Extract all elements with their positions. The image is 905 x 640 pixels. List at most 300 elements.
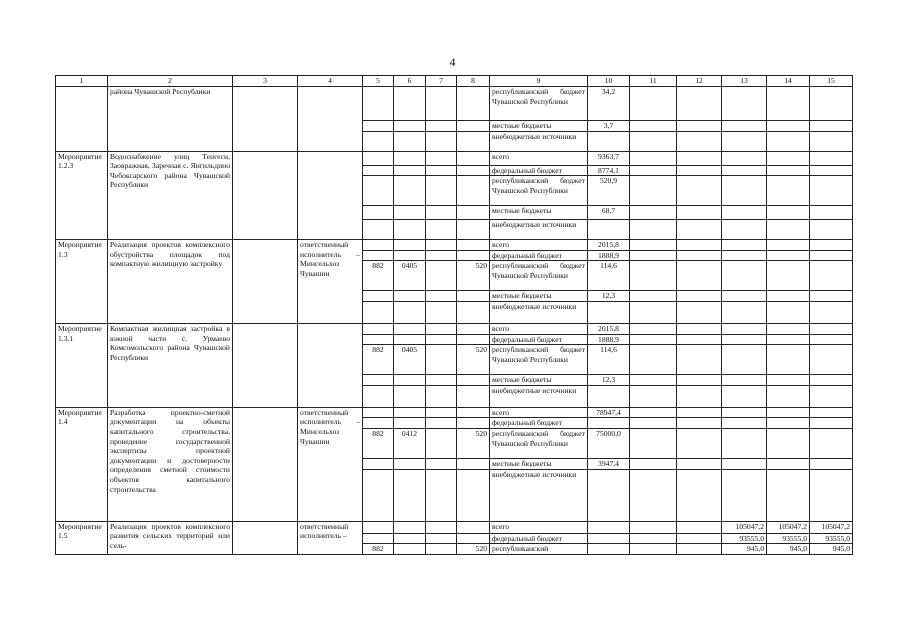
csr-code — [426, 418, 457, 429]
amount-col15 — [810, 418, 853, 429]
amount-col12 — [677, 458, 722, 469]
column-number: 7 — [426, 76, 457, 87]
amount-col13 — [722, 418, 767, 429]
amount-col11 — [630, 176, 677, 206]
amount-col15 — [810, 385, 853, 407]
amount-col11 — [630, 458, 677, 469]
rzpr-code — [394, 469, 426, 521]
amount-col11 — [630, 428, 677, 458]
amount-col11 — [630, 250, 677, 261]
amount-col10: 78947,4 — [588, 407, 630, 418]
amount-col12 — [677, 334, 722, 345]
amount-col10: 68,7 — [588, 206, 630, 220]
source-row — [56, 323, 853, 334]
vr-code — [457, 240, 490, 251]
funding-source: местные бюджеты — [490, 458, 588, 469]
csr-code — [426, 121, 457, 132]
responsible-executor: ответственный исполнитель – Минсельхоз Чувашии — [298, 407, 363, 521]
csr-code — [426, 301, 457, 323]
rzpr-code — [394, 375, 426, 386]
amount-col15 — [810, 458, 853, 469]
amount-col13 — [722, 428, 767, 458]
funding-source: федеральный бюджет — [490, 165, 588, 176]
csr-code — [426, 261, 457, 291]
event-code — [56, 87, 108, 152]
amount-col11 — [630, 240, 677, 251]
empty-cell — [233, 151, 298, 240]
csr-code — [426, 385, 457, 407]
empty-cell — [233, 240, 298, 324]
amount-col10 — [588, 385, 630, 407]
amount-col15 — [810, 345, 853, 375]
empty-cell — [233, 87, 298, 152]
funding-source: республиканский бюджет Чувашской Республики — [490, 428, 588, 458]
amount-col10: 12,3 — [588, 375, 630, 386]
csr-code — [426, 345, 457, 375]
csr-code — [426, 87, 457, 121]
amount-col11 — [630, 521, 677, 533]
grbs-code: 882 — [363, 544, 394, 555]
rzpr-code — [394, 87, 426, 121]
amount-col14 — [767, 407, 810, 418]
amount-col15 — [810, 240, 853, 251]
amount-col10 — [588, 220, 630, 240]
amount-col12 — [677, 291, 722, 302]
responsible-executor — [298, 87, 363, 152]
amount-col13: 93555,0 — [722, 533, 767, 544]
amount-col13 — [722, 407, 767, 418]
csr-code — [426, 240, 457, 251]
grbs-code — [363, 301, 394, 323]
funding-source: местные бюджеты — [490, 206, 588, 220]
vr-code — [457, 385, 490, 407]
rzpr-code — [394, 301, 426, 323]
grbs-code — [363, 458, 394, 469]
vr-code — [457, 151, 490, 165]
csr-code — [426, 323, 457, 334]
column-number: 10 — [588, 76, 630, 87]
amount-col15 — [810, 291, 853, 302]
event-name: Водоснабжение улиц Тенгеси, Заовражная, Заречная с. Янгильдино Чебоксарского района Чувашской Республики — [108, 151, 233, 240]
amount-col13 — [722, 323, 767, 334]
amount-col13 — [722, 165, 767, 176]
amount-col12 — [677, 220, 722, 240]
amount-col11 — [630, 323, 677, 334]
rzpr-code — [394, 176, 426, 206]
responsible-executor: ответственный исполнитель – — [298, 521, 363, 554]
amount-col10: 9363,7 — [588, 151, 630, 165]
grbs-code: 882 — [363, 345, 394, 375]
amount-col10: 1888,9 — [588, 250, 630, 261]
funding-source: внебюджетные источники — [490, 385, 588, 407]
amount-col13: 945,0 — [722, 544, 767, 555]
rzpr-code: 0405 — [394, 345, 426, 375]
column-number: 2 — [108, 76, 233, 87]
vr-code — [457, 176, 490, 206]
funding-source: внебюджетные источники — [490, 131, 588, 151]
rzpr-code — [394, 121, 426, 132]
amount-col10: 2015,8 — [588, 323, 630, 334]
amount-col10 — [588, 521, 630, 533]
amount-col13 — [722, 250, 767, 261]
column-number: 8 — [457, 76, 490, 87]
amount-col13 — [722, 176, 767, 206]
amount-col13 — [722, 301, 767, 323]
amount-col10 — [588, 418, 630, 429]
funding-source: федеральный бюджет — [490, 334, 588, 345]
amount-col14 — [767, 250, 810, 261]
rzpr-code: 0405 — [394, 261, 426, 291]
grbs-code — [363, 151, 394, 165]
grbs-code: 882 — [363, 428, 394, 458]
grbs-code — [363, 323, 394, 334]
amount-col14 — [767, 458, 810, 469]
grbs-code — [363, 250, 394, 261]
amount-col14 — [767, 220, 810, 240]
source-row — [56, 521, 853, 533]
grbs-code — [363, 176, 394, 206]
source-row — [56, 407, 853, 418]
vr-code — [457, 301, 490, 323]
vr-code — [457, 533, 490, 544]
responsible-executor: ответственный исполнитель – Минсельхоз Чувашии — [298, 240, 363, 324]
column-number: 4 — [298, 76, 363, 87]
column-number: 13 — [722, 76, 767, 87]
page-number: 4 — [449, 55, 456, 69]
amount-col15 — [810, 428, 853, 458]
funding-source: республиканский бюджет Чувашской Республики — [490, 261, 588, 291]
amount-col14: 105047,2 — [767, 521, 810, 533]
amount-col15: 105047,2 — [810, 521, 853, 533]
amount-col10: 114,6 — [588, 345, 630, 375]
amount-col15 — [810, 87, 853, 121]
grbs-code — [363, 206, 394, 220]
amount-col13 — [722, 131, 767, 151]
amount-col12 — [677, 521, 722, 533]
vr-code — [457, 407, 490, 418]
amount-col11 — [630, 206, 677, 220]
amount-col15 — [810, 121, 853, 132]
amount-col14 — [767, 206, 810, 220]
csr-code — [426, 533, 457, 544]
csr-code — [426, 469, 457, 521]
event-code: Мероприятие 1.3.1 — [56, 323, 108, 407]
amount-col13 — [722, 261, 767, 291]
amount-col10: 34,2 — [588, 87, 630, 121]
vr-code — [457, 469, 490, 521]
csr-code — [426, 521, 457, 533]
amount-col11 — [630, 220, 677, 240]
amount-col14 — [767, 334, 810, 345]
event-code: Мероприятие 1.2.3 — [56, 151, 108, 240]
amount-col14 — [767, 261, 810, 291]
amount-col15 — [810, 151, 853, 165]
grbs-code — [363, 291, 394, 302]
amount-col11 — [630, 334, 677, 345]
rzpr-code — [394, 458, 426, 469]
amount-col10 — [588, 131, 630, 151]
funding-source: федеральный бюджет — [490, 533, 588, 544]
grbs-code — [363, 521, 394, 533]
csr-code — [426, 176, 457, 206]
amount-col14: 93555,0 — [767, 533, 810, 544]
funding-source: внебюджетные источники — [490, 301, 588, 323]
amount-col14 — [767, 151, 810, 165]
csr-code — [426, 220, 457, 240]
amount-col14 — [767, 469, 810, 521]
rzpr-code — [394, 323, 426, 334]
amount-col14 — [767, 121, 810, 132]
column-number: 9 — [490, 76, 588, 87]
amount-col11 — [630, 407, 677, 418]
amount-col12 — [677, 345, 722, 375]
vr-code — [457, 121, 490, 132]
amount-col13: 105047,2 — [722, 521, 767, 533]
amount-col14 — [767, 375, 810, 386]
grbs-code — [363, 131, 394, 151]
funding-source: местные бюджеты — [490, 375, 588, 386]
column-number: 11 — [630, 76, 677, 87]
vr-code — [457, 87, 490, 121]
rzpr-code — [394, 385, 426, 407]
vr-code — [457, 334, 490, 345]
amount-col12 — [677, 418, 722, 429]
amount-col12 — [677, 121, 722, 132]
amount-col13 — [722, 240, 767, 251]
grbs-code: 882 — [363, 261, 394, 291]
column-number: 1 — [56, 76, 108, 87]
rzpr-code — [394, 291, 426, 302]
funding-source: всего — [490, 151, 588, 165]
amount-col15 — [810, 301, 853, 323]
grbs-code — [363, 220, 394, 240]
grbs-code — [363, 375, 394, 386]
amount-col12 — [677, 206, 722, 220]
rzpr-code — [394, 521, 426, 533]
amount-col14: 945,0 — [767, 544, 810, 555]
column-number: 3 — [233, 76, 298, 87]
vr-code: 520 — [457, 345, 490, 375]
amount-col11 — [630, 121, 677, 132]
amount-col11 — [630, 533, 677, 544]
responsible-executor — [298, 323, 363, 407]
amount-col13 — [722, 121, 767, 132]
csr-code — [426, 151, 457, 165]
amount-col14 — [767, 418, 810, 429]
grbs-code — [363, 418, 394, 429]
amount-col13 — [722, 469, 767, 521]
amount-col12 — [677, 131, 722, 151]
funding-source: федеральный бюджет — [490, 250, 588, 261]
amount-col11 — [630, 375, 677, 386]
amount-col10 — [588, 544, 630, 555]
amount-col14 — [767, 87, 810, 121]
amount-col12 — [677, 87, 722, 121]
vr-code: 520 — [457, 261, 490, 291]
csr-code — [426, 458, 457, 469]
amount-col15 — [810, 323, 853, 334]
csr-code — [426, 407, 457, 418]
amount-col12 — [677, 250, 722, 261]
amount-col15 — [810, 220, 853, 240]
amount-col11 — [630, 261, 677, 291]
grbs-code — [363, 87, 394, 121]
amount-col10: 3,7 — [588, 121, 630, 132]
funding-source: внебюджетные источники — [490, 469, 588, 521]
amount-col13 — [722, 458, 767, 469]
funding-source: всего — [490, 323, 588, 334]
grbs-code — [363, 385, 394, 407]
event-name: Реализация проектов комплексного обустройства площадок под компактную жилищную застройку — [108, 240, 233, 324]
csr-code — [426, 206, 457, 220]
amount-col15 — [810, 206, 853, 220]
amount-col12 — [677, 323, 722, 334]
empty-cell — [233, 323, 298, 407]
amount-col14 — [767, 131, 810, 151]
funding-source: местные бюджеты — [490, 121, 588, 132]
grbs-code — [363, 469, 394, 521]
event-code: Мероприятие 1.3 — [56, 240, 108, 324]
rzpr-code — [394, 165, 426, 176]
event-name: Разработка проектно-сметной документации на объекты капитального строительства, проведение государственной экспертизы проектной документации и достоверности определения сметной стоимости объектов капитального строительства — [108, 407, 233, 521]
event-name: Реализация проектов комплексного развития сельских территорий или сель- — [108, 521, 233, 554]
amount-col11 — [630, 345, 677, 375]
vr-code — [457, 165, 490, 176]
amount-col14 — [767, 165, 810, 176]
rzpr-code — [394, 533, 426, 544]
amount-col15 — [810, 261, 853, 291]
amount-col14 — [767, 385, 810, 407]
rzpr-code — [394, 418, 426, 429]
vr-code — [457, 250, 490, 261]
event-code: Мероприятие 1.4 — [56, 407, 108, 521]
funding-source: республиканский бюджет Чувашской Республики — [490, 87, 588, 121]
amount-col11 — [630, 418, 677, 429]
amount-col12 — [677, 407, 722, 418]
amount-col10: 520,9 — [588, 176, 630, 206]
amount-col15 — [810, 176, 853, 206]
amount-col11 — [630, 151, 677, 165]
vr-code — [457, 521, 490, 533]
amount-col12 — [677, 375, 722, 386]
vr-code: 520 — [457, 544, 490, 555]
amount-col12 — [677, 176, 722, 206]
source-row — [56, 87, 853, 121]
vr-code — [457, 206, 490, 220]
amount-col12 — [677, 385, 722, 407]
amount-col15 — [810, 375, 853, 386]
amount-col13 — [722, 291, 767, 302]
funding-source: всего — [490, 240, 588, 251]
grbs-code — [363, 407, 394, 418]
amount-col15 — [810, 131, 853, 151]
grbs-code — [363, 533, 394, 544]
amount-col11 — [630, 87, 677, 121]
amount-col15 — [810, 165, 853, 176]
amount-col14 — [767, 323, 810, 334]
vr-code — [457, 458, 490, 469]
funding-source: республиканский бюджет Чувашской Республики — [490, 345, 588, 375]
rzpr-code: 0412 — [394, 428, 426, 458]
amount-col10: 12,3 — [588, 291, 630, 302]
csr-code — [426, 291, 457, 302]
amount-col12 — [677, 469, 722, 521]
rzpr-code — [394, 206, 426, 220]
amount-col11 — [630, 291, 677, 302]
amount-col13 — [722, 220, 767, 240]
amount-col13 — [722, 345, 767, 375]
source-row — [56, 151, 853, 165]
amount-col15: 945,0 — [810, 544, 853, 555]
amount-col10: 3947,4 — [588, 458, 630, 469]
rzpr-code — [394, 250, 426, 261]
funding-source: республиканский — [490, 544, 588, 555]
column-number: 14 — [767, 76, 810, 87]
amount-col10: 1888,9 — [588, 334, 630, 345]
column-number: 5 — [363, 76, 394, 87]
grbs-code — [363, 121, 394, 132]
amount-col10: 75000,0 — [588, 428, 630, 458]
csr-code — [426, 131, 457, 151]
amount-col14 — [767, 428, 810, 458]
rzpr-code — [394, 131, 426, 151]
amount-col12 — [677, 533, 722, 544]
amount-col13 — [722, 151, 767, 165]
rzpr-code — [394, 407, 426, 418]
amount-col11 — [630, 385, 677, 407]
rzpr-code — [394, 544, 426, 555]
grbs-code — [363, 165, 394, 176]
vr-code — [457, 323, 490, 334]
empty-cell — [233, 521, 298, 554]
amount-col11 — [630, 301, 677, 323]
amount-col15 — [810, 469, 853, 521]
vr-code — [457, 291, 490, 302]
csr-code — [426, 544, 457, 555]
csr-code — [426, 428, 457, 458]
csr-code — [426, 250, 457, 261]
funding-source: внебюджетные источники — [490, 220, 588, 240]
responsible-executor — [298, 151, 363, 240]
column-number: 15 — [810, 76, 853, 87]
grbs-code — [363, 240, 394, 251]
amount-col13 — [722, 87, 767, 121]
funding-source: местные бюджеты — [490, 291, 588, 302]
csr-code — [426, 334, 457, 345]
program-table — [55, 75, 853, 555]
vr-code — [457, 418, 490, 429]
event-code: Мероприятие 1.5 — [56, 521, 108, 554]
amount-col11 — [630, 165, 677, 176]
rzpr-code — [394, 220, 426, 240]
amount-col12 — [677, 544, 722, 555]
amount-col12 — [677, 165, 722, 176]
rzpr-code — [394, 240, 426, 251]
rzpr-code — [394, 334, 426, 345]
amount-col15 — [810, 407, 853, 418]
amount-col15 — [810, 250, 853, 261]
vr-code — [457, 131, 490, 151]
source-row — [56, 240, 853, 251]
amount-col10: 8774,1 — [588, 165, 630, 176]
column-number: 12 — [677, 76, 722, 87]
amount-col14 — [767, 291, 810, 302]
empty-cell — [233, 407, 298, 521]
column-number-row — [56, 76, 853, 87]
amount-col13 — [722, 334, 767, 345]
amount-col13 — [722, 375, 767, 386]
amount-col12 — [677, 151, 722, 165]
